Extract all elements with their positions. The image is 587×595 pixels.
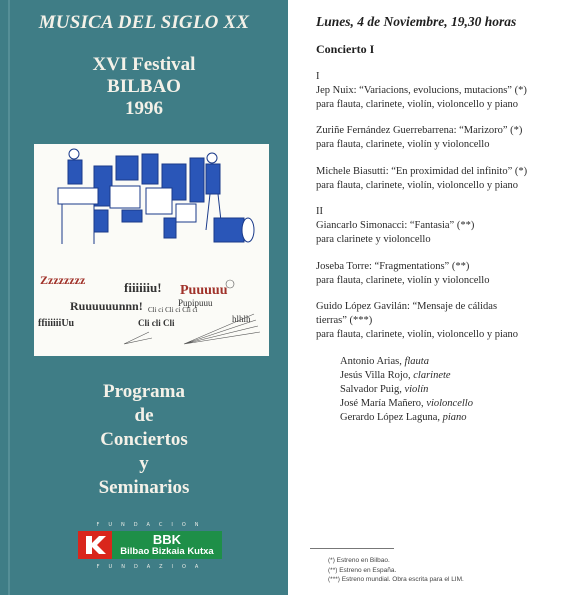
sponsor-bottom-label: FUNDAZIOA	[96, 564, 208, 570]
work-instruments: para clarinete y violoncello	[316, 234, 431, 245]
part-one-label: I	[316, 71, 320, 82]
festival-line-2: BILBAO	[107, 76, 181, 97]
art-text-9: hlhlh	[232, 314, 251, 324]
work-title: Joseba Torre: “Fragmentations” (**)	[316, 261, 470, 272]
work-item	[316, 219, 578, 247]
art-text-3: Puuuuu	[180, 283, 228, 298]
work-instruments: para flauta, clarinete, violín, violoncello y piano	[316, 180, 519, 191]
work-instruments: para flauta, clarinete, violín, violoncello y piano	[316, 99, 519, 110]
part-two-label: II	[316, 206, 323, 217]
series-title: MUSICA DEL SIGLO XX	[38, 12, 250, 33]
musicians-illustration	[34, 144, 269, 356]
k-mark-icon	[78, 531, 112, 559]
work-title: Jep Nuix: “Variacions, evolucions, mutacions” (*)	[316, 85, 527, 96]
program-panel	[288, 0, 587, 595]
work-title-continued: tierras” (***)	[316, 315, 373, 326]
performer: Salvador Puig, violín	[340, 384, 429, 395]
work-instruments: para flauta, clarinete, violín, violoncello y piano	[316, 329, 519, 340]
work-title: Guido López Gavilán: “Mensaje de cálidas	[316, 301, 498, 312]
work-item	[316, 124, 578, 152]
sponsor-top-label: FUNDACION	[96, 522, 208, 528]
program-line-1: Programa	[103, 381, 185, 402]
art-text-5: Ruuuuuunnn!	[70, 299, 143, 313]
program-line-5: Seminarios	[98, 477, 190, 498]
work-item	[316, 260, 578, 288]
concert-date: Lunes, 4 de Noviembre, 19,30 horas	[316, 14, 517, 29]
performer: Gerardo López Laguna, piano	[340, 412, 467, 423]
program-title	[0, 380, 288, 500]
festival-line-1: XVI Festival	[92, 54, 196, 75]
footnotes	[328, 556, 464, 585]
footnote: (*) Estreno en Bilbao.	[328, 557, 390, 564]
sponsor-logo	[78, 531, 222, 559]
performer: Antonio Arias, flauta	[340, 356, 429, 367]
cover-panel	[0, 0, 288, 595]
footnote: (**) Estreno en España.	[328, 566, 397, 574]
work-title: Giancarlo Simonacci: “Fantasia” (**)	[316, 220, 475, 231]
cover-artwork	[34, 144, 269, 356]
work-item	[316, 84, 578, 112]
work-title: Michele Biasutti: “En proximidad del infinito” (*)	[316, 166, 528, 177]
sponsor-name: BBK	[152, 532, 182, 547]
performer: Jesús Villa Rojo, clarinete	[340, 370, 451, 381]
performers-list	[340, 355, 473, 425]
footnote: (***) Estreno mundial. Obra escrita para el LIM.	[328, 576, 464, 583]
festival-title	[0, 54, 288, 120]
art-text-8: Cli ci Cli ci Cli ci	[148, 306, 198, 314]
work-instruments: para flauta, clarinete, violín y violoncello	[316, 275, 490, 286]
art-text-4: Pupipuuu	[178, 298, 213, 308]
work-item	[316, 300, 578, 342]
art-text-7: ffiiiiiiUu	[38, 318, 75, 329]
concert-title: Concierto I	[316, 42, 375, 56]
program-line-3: Conciertos	[100, 429, 188, 450]
work-title: Zuriñe Fernández Guerrebarrena: “Marizoro” (*)	[316, 125, 523, 136]
work-instruments: para flauta, clarinete, violín y violoncello	[316, 139, 490, 150]
performer: José María Mañero, violoncello	[340, 398, 473, 409]
art-text-1: Zzzzzzzz	[40, 273, 86, 287]
footnote-divider	[310, 548, 394, 549]
sponsor-subtitle: Bilbao Bizkaia Kutxa	[120, 546, 214, 557]
sponsor-k-icon	[78, 531, 112, 559]
art-text-6: Cli cli Cli	[138, 318, 175, 328]
program-line-4: y	[139, 453, 149, 474]
art-text-2: fiiiiiiu!	[124, 280, 162, 295]
work-item	[316, 165, 578, 193]
program-line-2: de	[134, 405, 154, 426]
festival-line-3: 1996	[125, 98, 163, 119]
